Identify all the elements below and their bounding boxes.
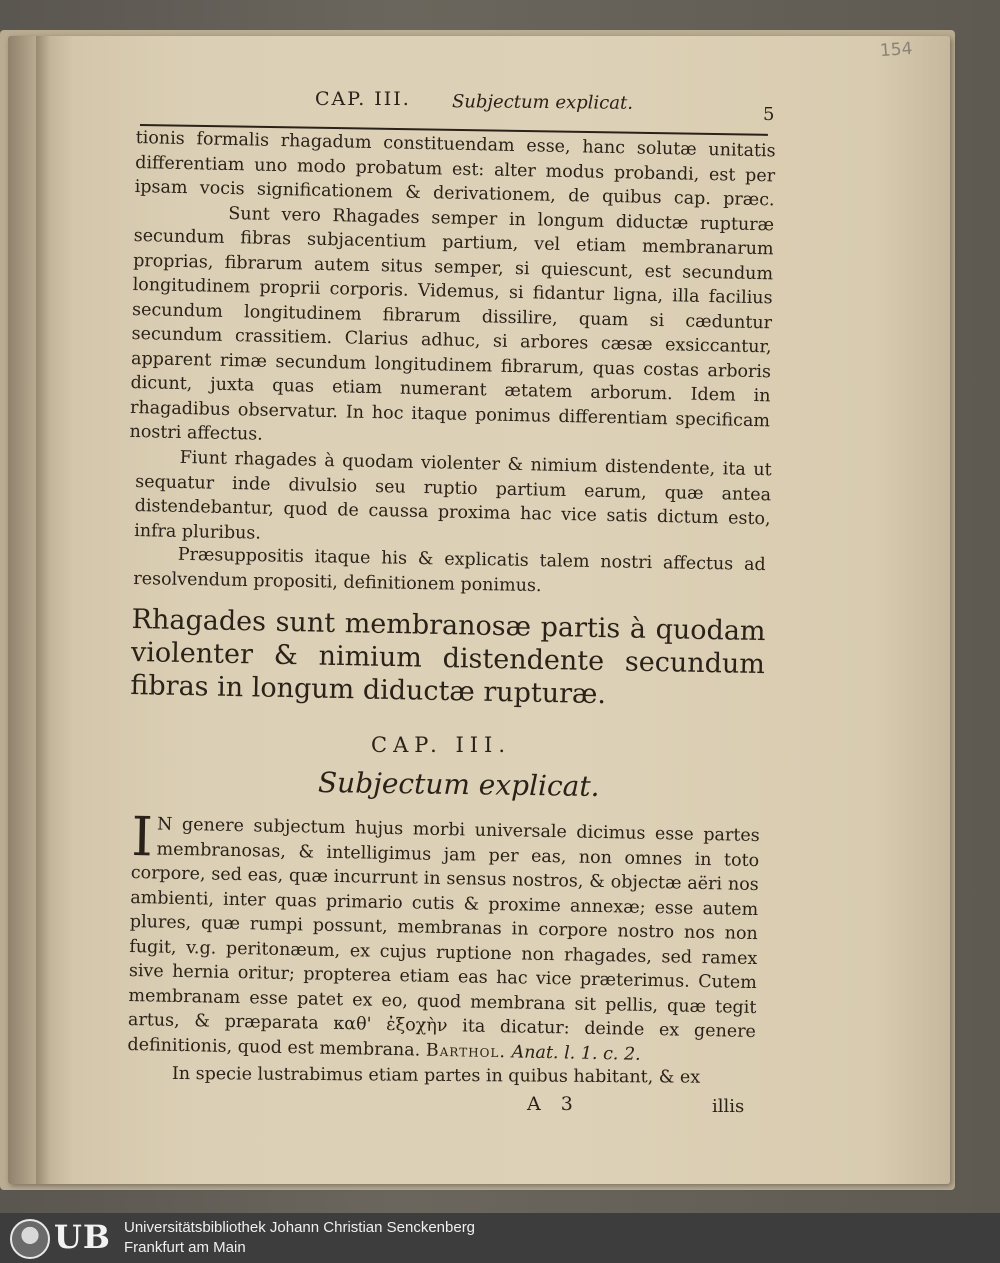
library-footer [0,1213,1000,1263]
citation-reference: Anat. l. 1. c. 2. [511,1041,641,1065]
library-logo[interactable] [6,1216,116,1260]
paragraph-in-specie: In specie lustrabimus etiam partes in quibus habitant, & ex [171,1064,701,1088]
citation-author: Barthol. [425,1040,507,1062]
signature-mark: A 3 [527,1093,573,1115]
drop-cap: I [130,805,154,869]
definition-statement: Rhagades sunt membranosæ partis à quodam violenter & nimium distendente secundum fibras in longum diductæ rupturæ. [130,603,766,711]
library-name: Universitätsbibliothek Johann Christian Senckenberg [124,1219,476,1236]
catchword: illis [712,1096,745,1117]
running-head-subtitle: Subjectum explicat. [451,91,634,114]
pencil-page-number: 154 [879,38,914,62]
chapter-title: Subjectum explicat. [317,766,600,803]
paragraph-continuation: tionis formalis rhagadum constituendam esse, hanc solutæ unitatis differentiam uno modo probatum est: alter modus probandi, est per ipsam vocis significationem & derivationem, de quibus cap. præc. Sunt vero Rhagades semper in longum diductæ rupturæ secundum fibras subjacentium partium, vel etiam membranarum proprias, fibrarum autem situs semper, si quiescunt, est secundum longitudinem proprii corporis. Videmus, si fidantur ligna, illa facilius secundum longitudinem fibrarum dissilire, quam si cæduntur secundum crassitiem. Clarius adhuc, si arbores cæsæ exsiccantur, apparent rimæ secundum longitudinem fibrarum, quas costas arboris dicunt, juxta quas etiam numerant ætatem arborum. Idem in rhagadibus observatur. In hoc itaque ponimus differentiam specificam nostri affectus. [129,127,776,445]
paragraph-in-genere-text: N genere subjectum hujus morbi universale dicimus esse partes membranosas, & intelligimus jam per eas, non omnes in toto corpore, sed eas, quæ incurrunt in sensus nostros, & objectæ aëri nos ambienti, inter quas primario cutis & proxime annexæ; esse autem plures, quæ rumpi possunt, membranas in corpore nostro nos non fugit, v.g. peritonæum, ex cujus ruptione non rhagades, sed ramex sive hernia oritur; propterea etiam eas hac vice præterimus. Cutem membranam esse patet ex eo, quod membrana sit pellis, quæ tegit artus, & præparata καθ' ἐξοχὴν ita dicatur: deinde ex genere definitionis, quod est membrana. [127,814,760,1061]
portrait-icon [10,1219,50,1259]
paragraph-fiunt: Fiunt rhagades à quodam violenter & nimium distendente, ita ut sequatur inde divulsio seu ruptio partium earum, quæ antea distendebantur, quod de caussa proxima hac vice satis dictum esto, infra pluribus. [134,447,772,544]
chapter-heading: CAP. III. [371,733,512,757]
logo-text: UB [54,1218,111,1256]
running-head: CAP. III. [315,88,411,110]
folio-number: 5 [763,104,775,125]
paragraph-praesuppositis: Præsuppositis itaque his & explicatis talem nostri affectus ad resolvendum propositi, definitionem ponimus. [133,544,766,596]
library-location: Frankfurt am Main [124,1239,246,1256]
paragraph-in-genere [127,805,760,1069]
